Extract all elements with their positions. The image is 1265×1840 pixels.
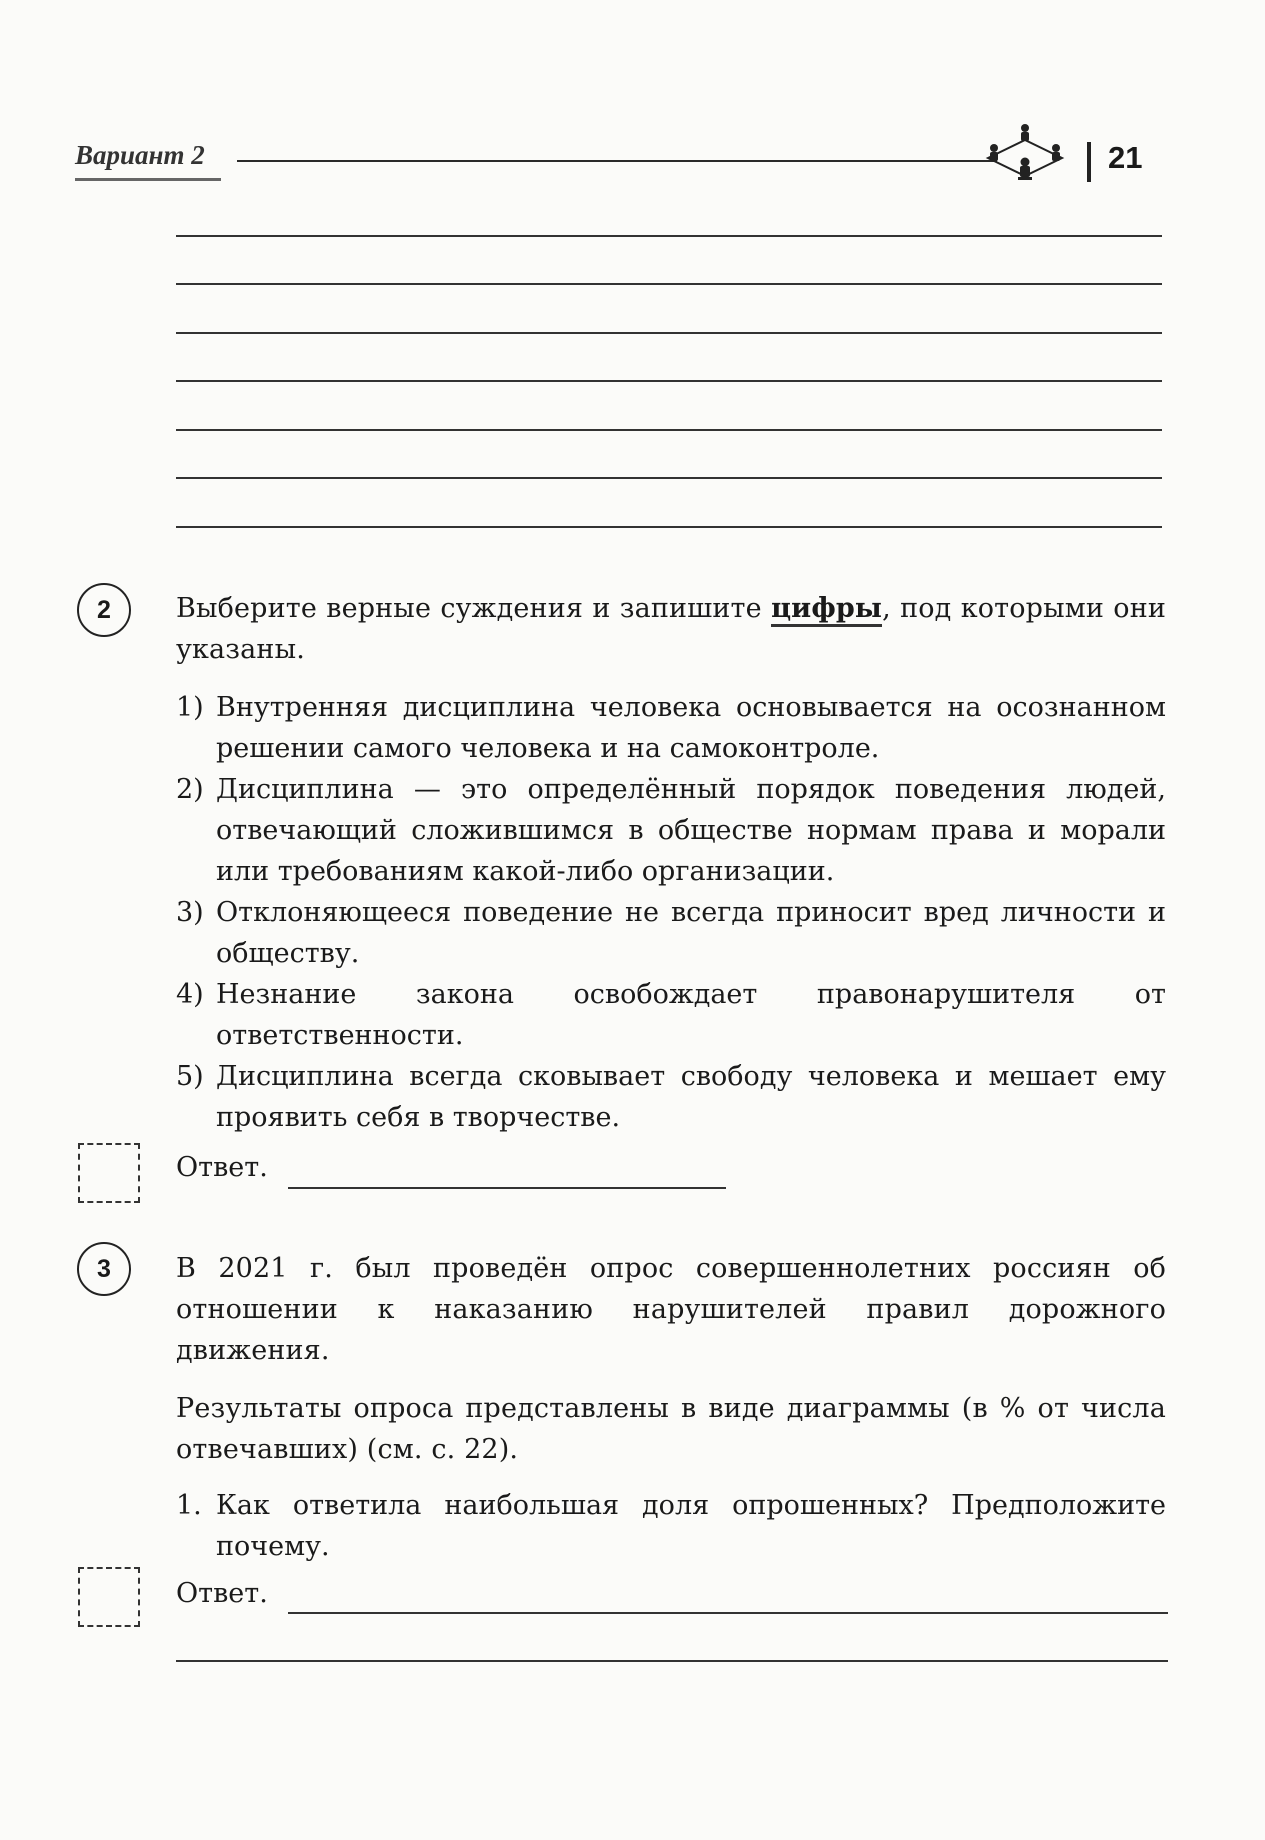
header-divider	[1087, 142, 1091, 182]
task-2-option-5: 5) Дисциплина всегда сковывает свободу человека и мешает ему проявить себя в творчестве.	[176, 1061, 1166, 1133]
task-3-score-box[interactable]	[78, 1567, 140, 1627]
chess-pieces-icon	[980, 122, 1070, 188]
task-2-answer-label: Ответ.	[176, 1152, 268, 1183]
writing-line[interactable]	[176, 332, 1162, 334]
task-3-answer-label: Ответ.	[176, 1578, 268, 1609]
task-2-answer-line[interactable]	[288, 1187, 726, 1189]
page-number: 21	[1108, 140, 1143, 175]
task-2-score-box[interactable]	[78, 1143, 140, 1203]
task-3-answer-line[interactable]	[288, 1612, 1168, 1614]
task-2-option-2: 2) Дисциплина — это определённый порядок поведения людей, отвечающий сложившимся в обществе нормам права и морали или требованиям какой-либо организации.	[176, 774, 1166, 887]
task-3-intro: В 2021 г. был проведён опрос совершеннолетних россиян об отношении к наказанию нарушителей правил дорожного движения.	[176, 1253, 1166, 1366]
task-2-prompt: Выберите верные суждения и запишите цифры, под которыми они указаны.	[176, 593, 1166, 665]
task-2-option-4: 4) Незнание закона освобождает правонарушителя от ответственности.	[176, 979, 1166, 1051]
writing-line[interactable]	[176, 477, 1162, 479]
writing-line[interactable]	[176, 283, 1162, 285]
variant-label: Вариант 2	[75, 140, 205, 170]
header-rule	[237, 160, 997, 162]
writing-line[interactable]	[176, 380, 1162, 382]
writing-line[interactable]	[176, 235, 1162, 237]
task-2-number: 2	[77, 583, 131, 637]
task-3-number: 3	[77, 1242, 131, 1296]
task-3-answer-line-2[interactable]	[176, 1660, 1168, 1662]
variant-underline	[75, 178, 221, 181]
task-2-option-1: 1) Внутренняя дисциплина человека основывается на осознанном решении самого человека и на самоконтроле.	[176, 692, 1166, 764]
writing-line[interactable]	[176, 526, 1162, 528]
task-3-question-1: 1. Как ответила наибольшая доля опрошенных? Предположите почему.	[176, 1490, 1166, 1562]
task-2-keyword: цифры	[771, 593, 882, 627]
task-2-option-3: 3) Отклоняющееся поведение не всегда приносит вред личности и обществу.	[176, 897, 1166, 969]
writing-line[interactable]	[176, 429, 1162, 431]
task-3-results-note: Результаты опроса представлены в виде диаграммы (в % от числа отвечавших) (см. с. 22).	[176, 1393, 1166, 1465]
